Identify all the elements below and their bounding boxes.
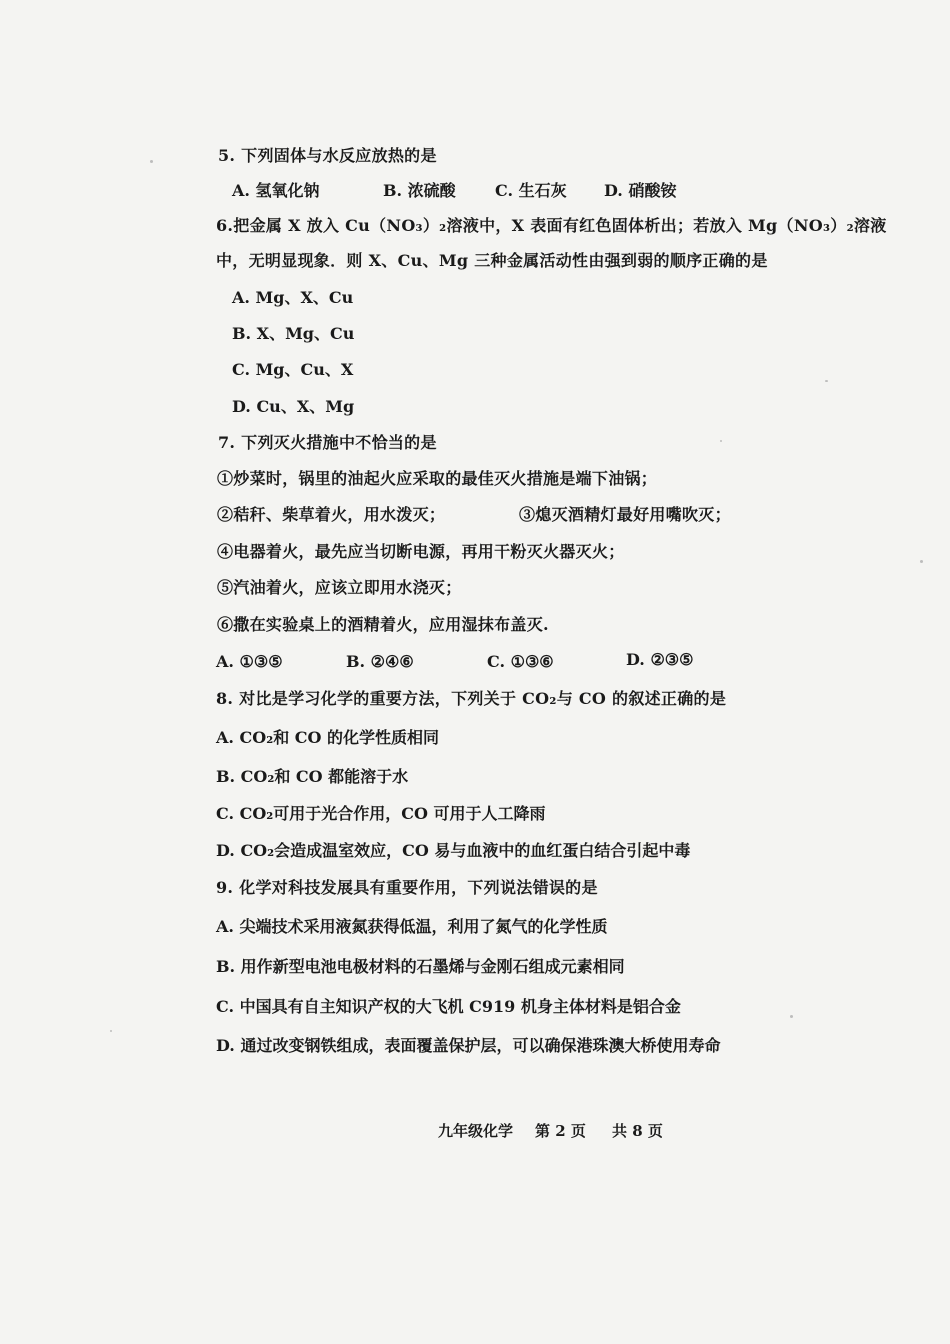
q7-item-2: ②秸秆、柴草着火，用水泼灭； <box>217 505 446 524</box>
q6-stem-line1: 6.把金属 X 放入 Cu（NO₃）₂溶液中，X 表面有红色固体析出；若放入 Mg（NO₃）₂溶液 <box>216 216 887 235</box>
q9-stem: 9. 化学对科技发展具有重要作用，下列说法错误的是 <box>216 878 598 897</box>
q8-option-c: C. CO₂可用于光合作用，CO 可用于人工降雨 <box>216 804 546 823</box>
scan-speck <box>150 160 153 163</box>
footer-page-number: 第 2 页 <box>535 1122 586 1140</box>
q9-option-d: D. 通过改变钢铁组成，表面覆盖保护层，可以确保港珠澳大桥使用寿命 <box>216 1036 721 1055</box>
q5-option-d: D. 硝酸铵 <box>604 181 677 200</box>
q6-option-b: B. X、Mg、Cu <box>232 324 355 343</box>
footer-total-pages: 共 8 页 <box>612 1122 663 1140</box>
q5-stem: 5. 下列固体与水反应放热的是 <box>218 146 437 165</box>
q7-item-5: ⑤汽油着火，应该立即用水浇灭； <box>217 578 462 597</box>
scan-speck <box>825 380 828 382</box>
q8-option-b: B. CO₂和 CO 都能溶于水 <box>216 767 409 786</box>
q6-option-c: C. Mg、Cu、X <box>232 360 354 379</box>
q6-option-d: D. Cu、X、Mg <box>232 397 355 416</box>
footer-subject: 九年级化学 <box>438 1122 514 1140</box>
q8-option-a: A. CO₂和 CO 的化学性质相同 <box>216 728 440 747</box>
q9-option-a: A. 尖端技术采用液氮获得低温，利用了氮气的化学性质 <box>216 917 608 936</box>
q5-option-a: A. 氢氧化钠 <box>232 181 320 200</box>
q7-option-c: C. ①③⑥ <box>487 652 554 671</box>
q9-option-b: B. 用作新型电池电极材料的石墨烯与金刚石组成元素相同 <box>216 957 625 976</box>
q7-option-a: A. ①③⑤ <box>216 652 283 671</box>
scan-speck <box>790 1015 793 1018</box>
q6-option-a: A. Mg、X、Cu <box>232 288 354 307</box>
scan-speck <box>110 1030 112 1032</box>
q7-item-3: ③熄灭酒精灯最好用嘴吹灭； <box>519 505 731 524</box>
scan-speck <box>920 560 923 563</box>
q7-option-d: D. ②③⑤ <box>626 650 694 669</box>
q8-stem: 8. 对比是学习化学的重要方法，下列关于 CO₂与 CO 的叙述正确的是 <box>216 689 727 708</box>
q5-option-b: B. 浓硫酸 <box>383 181 456 200</box>
q7-option-b: B. ②④⑥ <box>346 652 414 671</box>
scan-speck <box>720 440 722 442</box>
q6-stem-line2: 中，无明显现象．则 X、Cu、Mg 三种金属活动性由强到弱的顺序正确的是 <box>216 251 768 270</box>
q7-item-6: ⑥撒在实验桌上的酒精着火，应用湿抹布盖灭. <box>217 615 549 634</box>
q7-item-1: ①炒菜时，锅里的油起火应采取的最佳灭火措施是端下油锅； <box>217 469 658 488</box>
q9-option-c: C. 中国具有自主知识产权的大飞机 C919 机身主体材料是铝合金 <box>216 997 681 1016</box>
q5-option-c: C. 生石灰 <box>495 181 567 200</box>
q7-item-4: ④电器着火，最先应当切断电源，再用干粉灭火器灭火； <box>217 542 625 561</box>
q8-option-d: D. CO₂会造成温室效应，CO 易与血液中的血红蛋白结合引起中毒 <box>216 841 691 860</box>
q7-stem: 7. 下列灭火措施中不恰当的是 <box>218 433 437 452</box>
